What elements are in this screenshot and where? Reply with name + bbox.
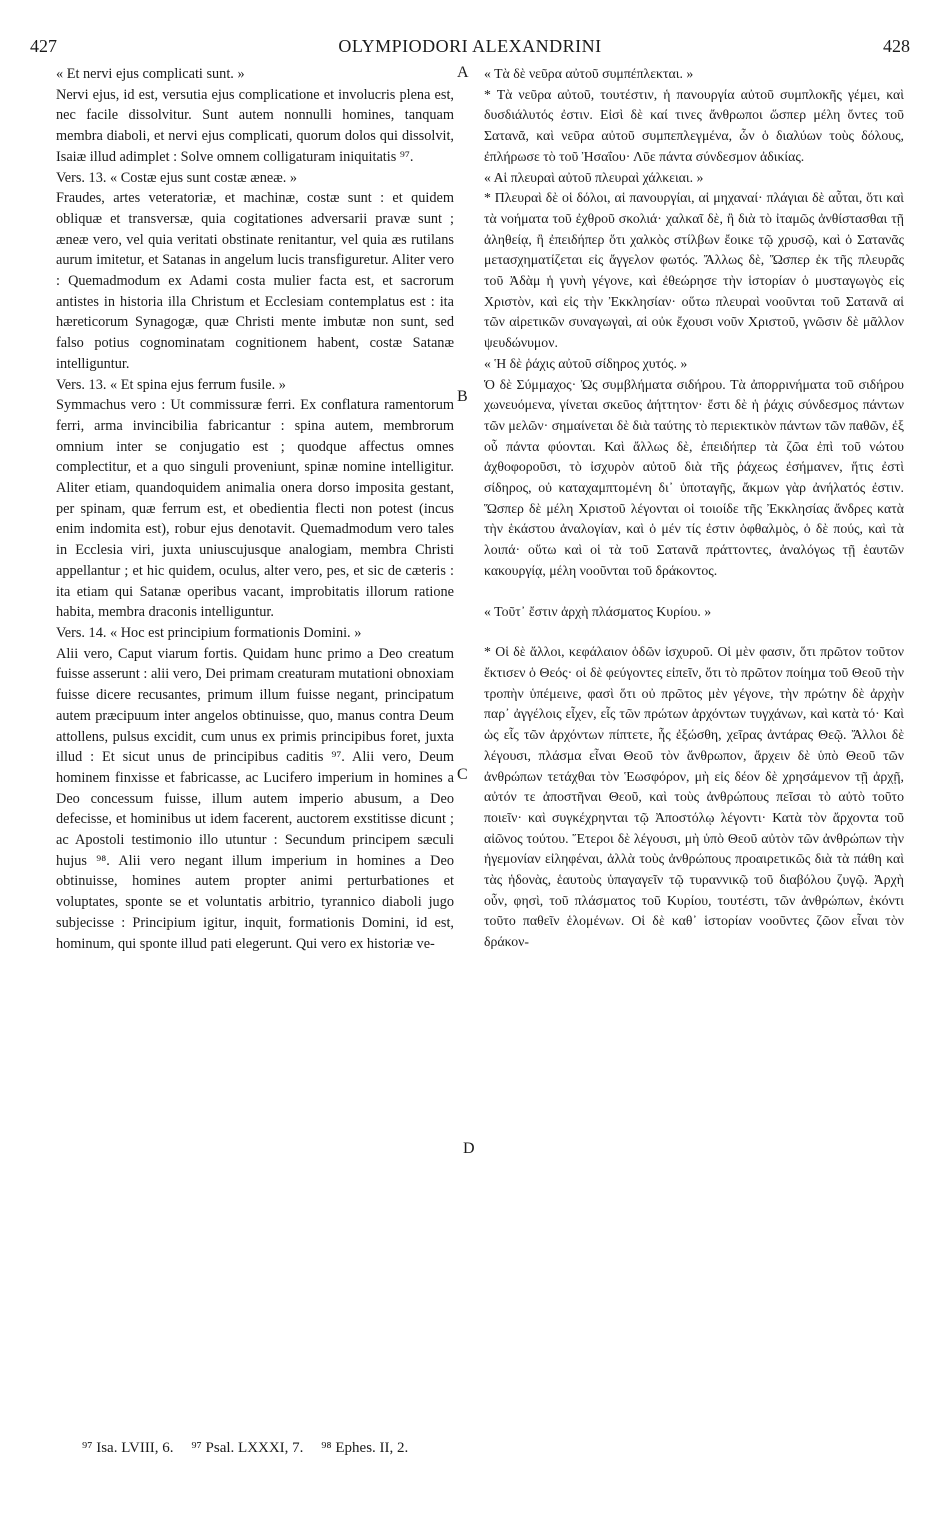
footnote: ⁹⁷ Isa. LVIII, 6.	[82, 1440, 174, 1456]
section-marker-c: C	[457, 766, 468, 783]
page-number-right: 428	[883, 36, 910, 56]
latin-paragraph: Alii vero, Caput viarum fortis. Quidam hunc primo a Deo creatum fuisse asserunt : alii vero, Dei primam creaturam mutationi obnoxiam fuisse dicere recusantes, primum illum fuisse negant, principatum autem præcipuum inter angelos obtinuisse, quo, manus contra Deum attollens, pulsus excidit, cum unus ex primis principibus foret, juxta illud : Et sicut unus de principibus caditis ⁹⁷. Alii vero, Deum hominem finxisse et fabricasse, ac Lucifero imperium in homines a Deo concessum fuisse, illum autem imperio abusum, a Deo defecisse, et hominibus ut idem facerent, auctorem exstitisse dicunt ; ac Apostoli testimonio illo utuntur : Secundum principem sæculi hujus ⁹⁸. Alii vero negant illum imperium in homines a Deo obtinuisse, homines autem propter animi perturbationes et voluptates, sponte se et voluntatis arbitrio, tyrannico diaboli jugo subjecisse : Principium igitur, inquit, formationis Domini, id est, hominum, qui sponte illud pati elegerunt. Qui vero ex historiæ ve-	[56, 645, 454, 952]
section-marker-b: B	[457, 388, 468, 405]
running-title: OLYMPIODORI ALEXANDRINI	[338, 36, 602, 56]
latin-verse-heading: Vers. 14. « Hoc est principium formationis Domini. »	[56, 624, 362, 641]
greek-paragraph: * Πλευραὶ δὲ οἱ δόλοι, αἱ πανουργίαι, αἱ μηχαναί· πλάγιαι δὲ αὗται, ὅτι καὶ τὰ νοήματα τοῦ ἐχθροῦ σκολιά· χαλκαῖ δὲ, ἢ διὰ τὸ ἰταμῶς ἀνθίστασθαι τῇ ἀληθείᾳ, ἢ ἐπειδήπερ ὅτι χαλκὸς στίλβων ἔοικε τῷ χρυσῷ, καὶ ὁ Σατανᾶς μετασχηματίζεται εἰς ἄγγελον φωτός. Ἄλλως δὲ, Ὥσπερ ἐκ τῆς πλευρᾶς τοῦ Ἀδὰμ ἡ γυνὴ γέγονε, καὶ ἐθεώρησε τὴν ἱστορίαν ὁ μυσταγωγὸς εἰς Χριστὸν, καὶ εἰς τὴν Ἐκκλησίαν· οὕτω πλευραὶ νοοῦνται τοῦ Σατανᾶ αἱ τῶν αἱρετικῶν συναγωγαὶ, αἱ οὐκ ἔχουσι νοῦν Χριστοῦ, γνῶσιν δὲ μᾶλλον ψευδώνυμον.	[484, 190, 904, 351]
latin-paragraph: Nervi ejus, id est, versutia ejus complicatione et involucris plena est, nec facile dissolvitur. Sunt autem nonnulli homines, tanquam membra diaboli, et nervi ejus complicati, quorum dolos qui dissolvit, Isaiæ illud adimplet : Solve omnem colligaturam iniquitatis ⁹⁷.	[56, 86, 454, 165]
section-marker-a: A	[457, 64, 469, 81]
latin-verse-heading: Vers. 13. « Et spina ejus ferrum fusile. »	[56, 376, 286, 393]
greek-lemma: « Αἱ πλευραὶ αὐτοῦ πλευραὶ χάλκειαι. »	[484, 169, 704, 185]
latin-lemma: « Et nervi ejus complicati sunt. »	[56, 66, 245, 82]
greek-paragraph: * Τὰ νεῦρα αὐτοῦ, τουτέστιν, ἡ πανουργία αὐτοῦ συμπλοκῆς γέμει, καὶ δυσδιάλυτός ἐστιν. Εἰσὶ δὲ καί τινες ἄνθρωποι ὥσπερ μέλη ὄντες τοῦ Σατανᾶ, καὶ νεῦρα αὐτοῦ συμπεπλεγμένα, ὧν ὁ διαλύων τοὺς δόλους, ἐπλήρωσε τὸ τοῦ Ἠσαΐου· Λῦε πάντα σύνδεσμον ἀδικίας.	[484, 86, 904, 164]
greek-column	[484, 64, 904, 953]
latin-paragraph: Fraudes, artes veteratoriæ, et machinæ, costæ sunt : et quidem obliquæ et transversæ, quia cogitationes adversarii pravæ sunt ; æneæ vero, vel quia veritati obstinate renitantur, vel quia æs rutilans aurum imitetur, et Satanas in angelum lucis transfiguretur. Aliter vero : Quemadmodum ex Adami costa mulier facta est, et sacrorum antistes in historia illa Christum et Ecclesiam contemplatus est : ita hæreticorum Synagogæ, quæ Christi mente imbutæ non sunt, sed falso potius cognominatam cognitionem habent, costæ Satanæ intelliguntur.	[56, 190, 454, 372]
greek-lemma: « Τὰ δὲ νεῦρα αὐτοῦ συμπέπλεκται. »	[484, 66, 694, 81]
section-marker-d: D	[463, 1140, 475, 1157]
footnote: ⁹⁷ Psal. LXXXI, 7.	[191, 1440, 304, 1456]
latin-verse-heading: Vers. 13. « Costæ ejus sunt costæ æneæ. »	[56, 169, 298, 186]
latin-paragraph: Symmachus vero : Ut commissuræ ferri. Ex conflatura ramentorum ferri, arma invincibilia fabricantur : spina autem, membrorum omnium inter se conjugatio est ; quodque affectus omnes complectitur, et a quo singuli proveniunt, spinæ nomine intelligitur. Aliter etiam, quandoquidem animalia onera dorso imposita gestant, per spinam, quæ ferrum est, et obedientia flecti non potest (incus enim indomita est), robur ejus denotavit. Quemadmodum vero tales in Ecclesia viri, juxta uniuscujusque analogiam, membra Christi appellantur ; et hic quidem, oculus, alter vero, pes, et sic de cæteris : ita etiam qui Satanæ operibus vacant, improbitatis illorum ratione habita, membra draconis intelliguntur.	[56, 397, 454, 621]
footnote: ⁹⁸ Ephes. II, 2.	[321, 1440, 409, 1456]
greek-lemma: « Τοῦτ᾽ ἔστιν ἀρχὴ πλάσματος Κυρίου. »	[484, 603, 712, 619]
greek-lemma: « Ἡ δὲ ῥάχις αὐτοῦ σίδηρος χυτός. »	[484, 355, 688, 371]
page-number-left: 427	[30, 36, 57, 56]
greek-paragraph: * Οἱ δὲ ἄλλοι, κεφάλαιον ὁδῶν ἰσχυροῦ. Οἱ μὲν φασιν, ὅτι πρῶτον τοῦτον ἔκτισεν ὁ Θεός· οἱ δὲ φεύγοντες εἰπεῖν, ὅτι τὸ πρῶτον ποίημα τοῦ Θεοῦ τὴν τροπὴν ὑπέμεινε, φασὶ ὅτι οὐ πρῶτος μὲν γέγονε, τὴν πρώτην δὲ ἀρχὴν παρ᾽ ἀγγέλοις εἶχεν, εἷς τῶν πρώτων ἀρχόντων τυγχάνων, καὶ κατὰ τό· Καὶ ὡς εἷς τῶν ἀρχόντων πίπτετε, ἧς ἐξώσθη, χεῖρας ἀντάρας Θεῷ. Ἄλλοι δὲ λέγουσι, πλάσμα εἶναι Θεοῦ τὸν ἄνθρωπον, ἄρχειν δὲ ὑπὸ Θεοῦ τῶν ἀνθρώπων τετάχθαι τὸν Ἑωσφόρον, μὴ εἰς δέον δὲ χρησάμενον τῇ ἀρχῇ, αὐτόν τε ἀποστῆναι Θεοῦ, καὶ τοὺς ἀνθρώπους πεῖσαι τὸ αὐτὸ τοῦτο ποιεῖν· καὶ συγκέχρηνται τῷ Ἀποστόλῳ λέγοντι· Κατὰ τὸν ἄρχοντα τοῦ αἰῶνος τούτου. Ἕτεροι δὲ λέγουσι, μὴ ὑπὸ Θεοῦ αὐτὸν τῶν ἀνθρώπων τὴν ἡγεμονίαν εἰληφέναι, ἀλλὰ τοὺς ἀνθρώπους προαιρετικῶς διὰ τὰ πάθη καὶ τὰς ἡδονὰς, ἑαυτοὺς ὑπαγαγεῖν τῷ τυραννικῷ τοῦ διαβόλου ζυγῷ. Ἀρχὴ οὖν, φησὶ, τοῦ πλάσματος τοῦ Κυρίου, τουτέστι, τῶν ἀνθρώπων, ἑκόντι τοῦτο παθεῖν ἑλομένων. Οἱ δὲ καθ᾽ ἱστορίαν νοοῦντες ζῶον εἶναι τὸν δράκον-	[484, 644, 904, 950]
footnotes	[82, 1440, 682, 1457]
latin-column	[56, 64, 454, 954]
page-header	[30, 36, 910, 62]
greek-paragraph: Ὁ δὲ Σύμμαχος· Ὡς συμβλήματα σιδήρου. Τὰ ἀπορρινήματα τοῦ σιδήρου χωνευόμενα, γίνεται σκεῦος ἀήττητον· ἔστι δὲ ἡ ῥάχις σύνδεσμος πάντων τῶν μελῶν· σημαίνεται δὲ διὰ ταύτης τὸ περιεκτικὸν πάντων τῶν παθῶν, ἐξ οὗ πάντα φύονται. Καὶ ἄλλως δὲ, ἐπειδήπερ τὰ ζῶα ἐπὶ τοῦ νώτου ἀχθοφοροῦσι, τὸ ἰσχυρὸν αὐτοῦ διὰ τῆς ῥάχεως ἐσήμανεν, ἥτις ἐστὶ σίδηρος, οὐ καταχαμπτομένη δι᾽ ὑποταγῆς, ἄκμων γὰρ ἀνήλατός ἐστιν. Ὥσπερ δὲ μέλη Χριστοῦ λέγονται οἱ τοιοίδε τῆς Ἐκκλησίας ἄνδρες κατὰ τὴν ἑκάστου ἀναλογίαν, καὶ ὁ μέν τίς ἐστιν ὀφθαλμὸς, ὁ δὲ πούς, καὶ τὰ λοιπά· οὕτω καὶ οἱ τὰ τοῦ Σατανᾶ πράττοντες, ἀναλόγως τῇ ἑαυτῶν κακουργίᾳ, μέλη νοοῦνται τοῦ δράκοντος.	[484, 376, 904, 578]
